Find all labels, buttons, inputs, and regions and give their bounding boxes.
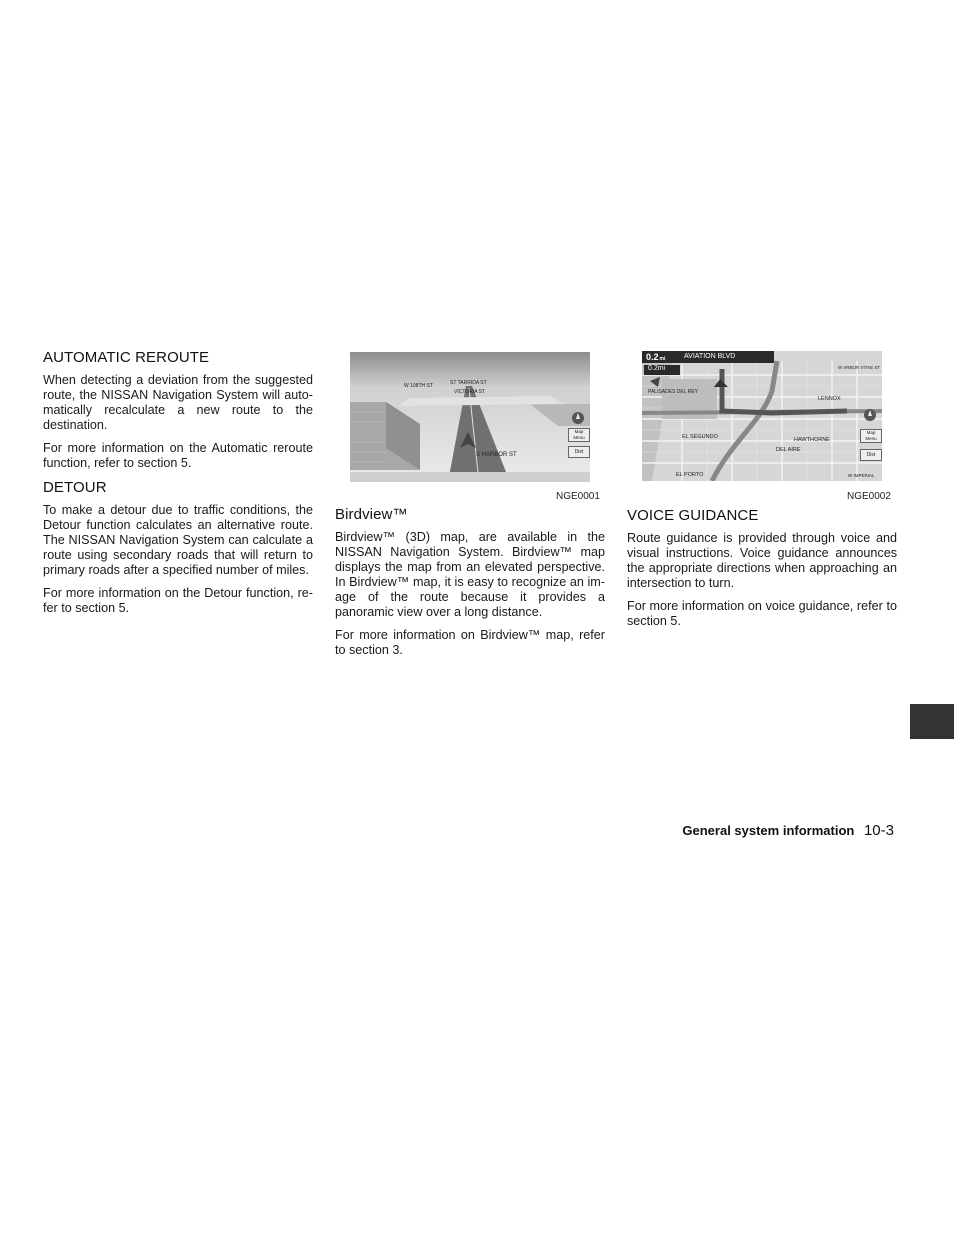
street-label-harbor: S HARBOR ST <box>476 452 517 458</box>
street-name-banner: AVIATION BLVD <box>684 353 736 360</box>
birdview-paragraph-2: For more information on Birdview™ map, refer to section 3. <box>335 628 605 657</box>
guidance-map-image <box>642 351 882 481</box>
voice-guidance-heading: VOICE GUIDANCE <box>627 507 759 524</box>
place-label-el-segundo: EL SEGUNDO <box>682 434 718 440</box>
page-footer <box>682 822 894 839</box>
place-label-el-porto: EL PORTO <box>676 472 704 478</box>
birdview-heading: Birdview™ <box>335 506 408 523</box>
voice-guidance-paragraph-2: For more information on voice guidance, refer to section 5. <box>627 599 897 628</box>
place-label-hawthorne: HAWTHORNE <box>794 437 830 443</box>
detour-paragraph-2: For more information on the Detour function, re- fer to section 5. <box>43 586 313 615</box>
right-column <box>627 507 897 637</box>
secondary-distance: 0.2mi <box>648 365 666 372</box>
detour-heading: DETOUR <box>43 479 107 496</box>
automatic-reroute-paragraph-1: When detecting a deviation from the suggested route, the NISSAN Navigation System will auto- matically recalculate a new route to the destination. <box>43 373 313 432</box>
street-label-108th: W 108TH ST <box>404 383 433 389</box>
chapter-tab-marker <box>910 704 954 739</box>
place-label-arbor-vitae: W ARBOR VITAE ST <box>838 365 881 370</box>
map-menu-button[interactable]: Map Menu <box>860 429 882 443</box>
place-label-del-aire: DEL AIRE <box>776 447 801 453</box>
dist-button[interactable]: Dist <box>860 449 882 461</box>
dist-button[interactable]: Dist <box>568 446 590 458</box>
automatic-reroute-paragraph-2: For more information on the Automatic reroute function, refer to section 5. <box>43 441 313 470</box>
map-menu-button[interactable]: Map Menu <box>568 428 590 442</box>
footer-section-title: General system information <box>682 823 855 838</box>
street-label-victoria: VICTORIA ST <box>454 389 486 395</box>
guidance-map-figure <box>642 351 882 481</box>
street-label-tarrida: ST TARRIDA ST <box>450 380 487 386</box>
automatic-reroute-heading: AUTOMATIC REROUTE <box>43 349 210 366</box>
birdview-map-figure <box>350 352 590 482</box>
birdview-map-image <box>350 352 590 482</box>
birdview-paragraph-1: Birdview™ (3D) map, are available in the NISSAN Navigation System. Birdview™ map displays the map from an elevated perspective. In Birdview™ map, it is easy to recognize an im- age of the route because it provides a panoramic view over a long distance. <box>335 530 605 619</box>
voice-guidance-paragraph-1: Route guidance is provided through voice and visual instructions. Voice guidance announces the appropriate directions when approaching an intersection to turn. <box>627 531 897 590</box>
distance-readout <box>646 352 665 362</box>
figure-label-nge0001: NGE0001 <box>556 491 600 502</box>
figure-label-nge0002: NGE0002 <box>847 491 891 502</box>
place-label-lennox: LENNOX <box>818 396 841 402</box>
left-column <box>43 349 313 624</box>
place-label-palisades: PALISADES DEL REY <box>648 389 699 395</box>
page-number: 10-3 <box>863 822 894 839</box>
distance-value: 0.2 <box>646 352 659 362</box>
distance-unit: mi <box>659 356 666 362</box>
detour-paragraph-1: To make a detour due to traffic conditions, the Detour function calculates an alternative route. The NISSAN Navigation System can calculate a route using secondary roads that will return to primary roads after a specified number of miles. <box>43 503 313 577</box>
middle-column <box>335 506 605 666</box>
place-label-imperial: W IMPERIAL <box>848 473 875 478</box>
